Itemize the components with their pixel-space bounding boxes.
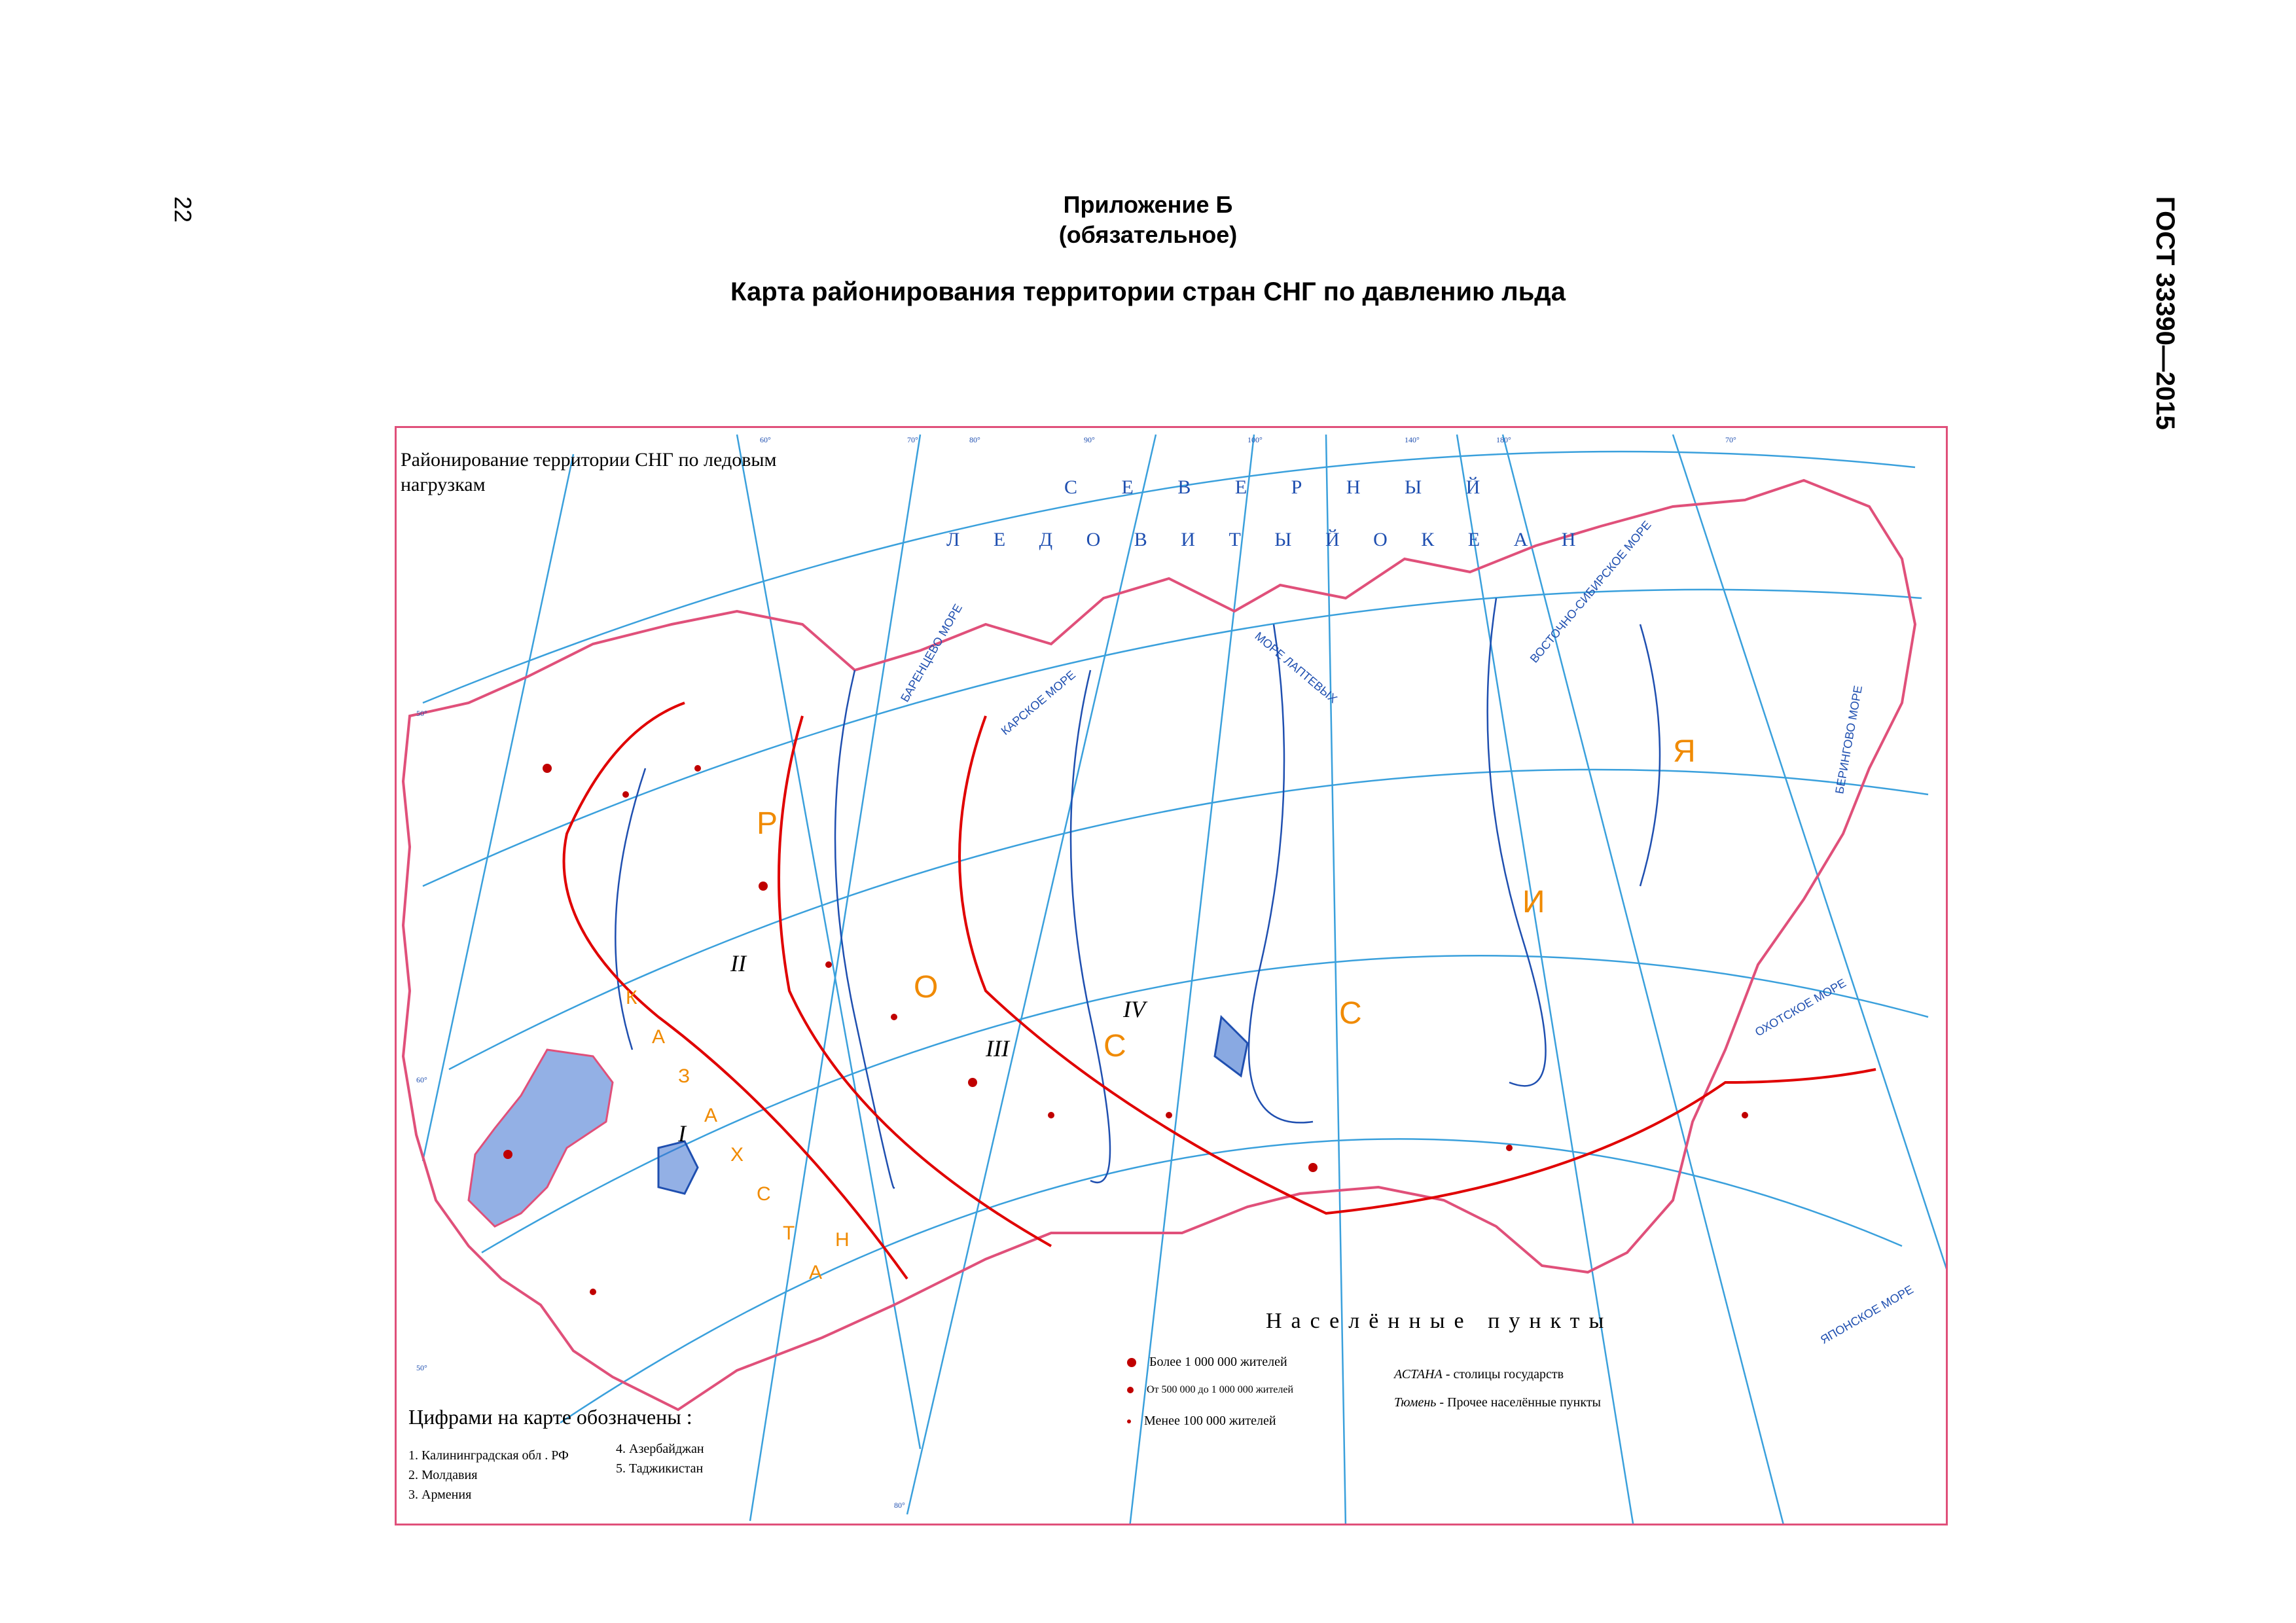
city-marker bbox=[891, 1014, 897, 1020]
river-line bbox=[1249, 624, 1313, 1122]
meridian-label: 50° bbox=[416, 709, 427, 718]
meridian-line bbox=[907, 435, 1156, 1514]
numbers-list-col2 bbox=[616, 1439, 704, 1478]
numbers-list-col1 bbox=[408, 1446, 569, 1505]
town-sample: Тюмень bbox=[1394, 1395, 1437, 1410]
numbers-item: 1. Калининградская обл . РФ bbox=[408, 1448, 569, 1463]
city-marker bbox=[1166, 1112, 1172, 1118]
parallel-line bbox=[423, 590, 1922, 886]
country-letter: С bbox=[1339, 996, 1362, 1031]
meridian-label: 60° bbox=[416, 1075, 427, 1084]
meridian-label: 100° bbox=[1247, 435, 1263, 444]
sea-label: МОРЕ ЛАПТЕВЫХ bbox=[1252, 629, 1340, 706]
ocean-label: Л Е Д О В И Т Ы Й О К Е А Н bbox=[946, 529, 1590, 550]
parallel-line bbox=[482, 955, 1928, 1253]
city-marker bbox=[759, 882, 768, 891]
numbers-item: 4. Азербайджан bbox=[616, 1442, 704, 1456]
zone-numerals bbox=[677, 950, 1148, 1147]
meridian-label: 70° bbox=[1725, 435, 1736, 444]
country-letter: О bbox=[914, 970, 939, 1005]
numbers-item: 3. Армения bbox=[408, 1488, 472, 1502]
legend-row-large bbox=[1127, 1355, 1287, 1370]
sea-label: БЕРИНГОВО МОРЕ bbox=[1833, 684, 1865, 795]
country-letter: С bbox=[1103, 1029, 1126, 1063]
sea-label: КАРСКОЕ МОРЕ bbox=[998, 668, 1079, 738]
city-marker-icon bbox=[1127, 1387, 1134, 1393]
page-number: 22 bbox=[170, 196, 196, 223]
meridian-label: 80° bbox=[894, 1501, 905, 1510]
city-marker bbox=[1742, 1112, 1748, 1118]
meridian-labels bbox=[416, 435, 1736, 1510]
capital-note bbox=[1394, 1367, 1564, 1382]
meridian-label: 90° bbox=[1084, 435, 1095, 444]
country-letter: Н bbox=[835, 1229, 850, 1251]
sea-label: ЯПОНСКОЕ МОРЕ bbox=[1818, 1283, 1916, 1347]
town-note bbox=[1394, 1395, 1601, 1410]
sea-label: БАРЕНЦЕВО МОРЕ bbox=[898, 601, 965, 704]
numbers-heading: Цифрами на карте обозначены : bbox=[408, 1405, 692, 1429]
rivers bbox=[615, 598, 1660, 1188]
country-letter: З bbox=[678, 1065, 691, 1087]
legend-row-small bbox=[1127, 1414, 1276, 1429]
map-title: Карта районирования территории стран СНГ по давлению льда bbox=[730, 277, 1566, 306]
kazakhstan-letters bbox=[626, 987, 850, 1283]
city-marker bbox=[1048, 1112, 1054, 1118]
city-marker bbox=[543, 764, 552, 773]
capital-note-text: - столицы государств bbox=[1442, 1367, 1564, 1382]
capital-sample: АСТАНА bbox=[1394, 1367, 1443, 1382]
numbers-item: 5. Таджикистан bbox=[616, 1461, 704, 1476]
river-line bbox=[1640, 624, 1660, 886]
city-marker bbox=[622, 791, 629, 798]
city-marker-icon bbox=[1127, 1358, 1136, 1367]
meridian-line bbox=[737, 435, 920, 1449]
zone-label: II bbox=[730, 950, 746, 976]
meridian-label: 60° bbox=[760, 435, 771, 444]
country-letter: К bbox=[626, 987, 637, 1008]
meridian-label: 80° bbox=[969, 435, 980, 444]
city-marker bbox=[1308, 1163, 1318, 1172]
legend-heading: Населённые пункты bbox=[1266, 1309, 1613, 1333]
city-marker bbox=[968, 1078, 977, 1087]
legend-label: Более 1 000 000 жителей bbox=[1149, 1355, 1287, 1369]
meridian-label: 180° bbox=[1496, 435, 1511, 444]
city-marker bbox=[1506, 1145, 1513, 1151]
city-marker-icon bbox=[1127, 1419, 1131, 1423]
legend-row-medium bbox=[1127, 1384, 1293, 1396]
appendix-note: (обязательное) bbox=[1058, 221, 1238, 248]
meridian-label: 140° bbox=[1405, 435, 1420, 444]
river-line bbox=[1071, 670, 1110, 1183]
map-frame bbox=[395, 426, 1948, 1525]
standard-label: ГОСТ 33390—2015 bbox=[2151, 196, 2179, 430]
russia-letters bbox=[757, 734, 1696, 1063]
aral-sea bbox=[658, 1141, 698, 1194]
meridian-label: 70° bbox=[907, 435, 918, 444]
meridian-line bbox=[1673, 435, 1948, 1279]
zone-label: IV bbox=[1123, 996, 1145, 1022]
city-marker bbox=[694, 765, 701, 772]
country-letter: Я bbox=[1673, 734, 1696, 769]
country-letter: Х bbox=[730, 1144, 744, 1166]
town-note-text: - Прочее населённые пункты bbox=[1436, 1395, 1601, 1410]
map-inner-title: Районирование территории СНГ по ледовым нагрузкам bbox=[401, 449, 777, 495]
caspian-sea bbox=[469, 1050, 613, 1226]
zone-label: III bbox=[986, 1035, 1009, 1061]
parallel-line bbox=[560, 1139, 1902, 1423]
river-line bbox=[835, 670, 894, 1188]
country-letter: С bbox=[757, 1183, 771, 1205]
meridian-line bbox=[750, 435, 920, 1521]
meridian-label: 50° bbox=[416, 1363, 427, 1372]
ocean-label: С Е В Е Р Н Ы Й bbox=[1064, 476, 1500, 498]
city-marker bbox=[825, 961, 832, 968]
lake-baikal bbox=[1215, 1017, 1247, 1076]
sea-label: ВОСТОЧНО-СИБИРСКОЕ МОРЕ bbox=[1527, 518, 1654, 666]
zone-label: I bbox=[678, 1120, 686, 1147]
zone-boundary-I-II bbox=[564, 703, 908, 1279]
city-marker bbox=[590, 1289, 596, 1295]
numbers-item: 2. Молдавия bbox=[408, 1468, 478, 1482]
appendix-header bbox=[0, 190, 2296, 250]
sea-label: ОХОТСКОЕ МОРЕ bbox=[1753, 976, 1848, 1039]
country-letter: А bbox=[704, 1105, 718, 1126]
parallel-line bbox=[449, 770, 1928, 1069]
country-letter: А bbox=[809, 1262, 823, 1283]
country-letter: Т bbox=[783, 1222, 795, 1244]
river-line bbox=[1488, 598, 1546, 1086]
appendix-title: Приложение Б bbox=[1063, 191, 1233, 218]
legend-label: Менее 100 000 жителей bbox=[1144, 1414, 1276, 1428]
country-letter: А bbox=[652, 1026, 666, 1048]
country-letter: Р bbox=[757, 806, 778, 841]
city-marker bbox=[503, 1150, 512, 1159]
country-letter: И bbox=[1522, 885, 1545, 919]
legend-label: От 500 000 до 1 000 000 жителей bbox=[1147, 1384, 1294, 1395]
graticule-parallels bbox=[423, 452, 1928, 1423]
